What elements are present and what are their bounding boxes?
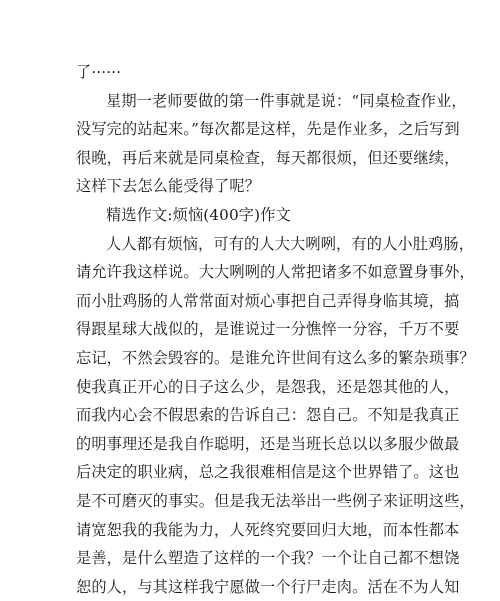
- text-line-9: 而小肚鸡肠的人常常面对烦心事把自己弄得身临其境，搞: [76, 291, 460, 310]
- text-line-15: 后决定的职业病，总之我很难相信是这个世界错了。这也: [76, 463, 460, 482]
- text-line-17: 请宽恕我的我能为力，人死终究要回归大地，而本性都本: [76, 520, 460, 539]
- text-line-4: 很晚，再后来就是同桌检查，每天都很烦，但还要继续，: [76, 148, 460, 167]
- text-line-12: 使我真正开心的日子这么少，是怨我，还是怨其他的人，: [76, 377, 460, 396]
- text-line-19: 恕的人，与其这样我宁愿做一个行尸走肉。活在不为人知: [76, 577, 460, 596]
- text-line-1: 了······: [76, 63, 122, 81]
- text-line-2: 星期一老师要做的第一件事就是说：“同桌检查作业，: [106, 91, 467, 110]
- text-line-13: 而我内心会不假思索的告诉自己：怨自己。不知是我真正: [76, 406, 460, 425]
- text-line-8: 请允许我这样说。大大咧咧的人常把诸多不如意置身事外，: [76, 263, 475, 282]
- text-line-11: 忘记，不然会毁容的。是谁允许世间有这么多的繁杂琐事？: [76, 348, 475, 367]
- section-title: 精选作文:烦恼(400字)作文: [106, 205, 291, 224]
- text-line-5: 这样下去怎么能受得了呢？: [76, 177, 261, 196]
- text-line-16: 是不可磨灭的事实。但是我无法举出一些例子来证明这些，: [76, 491, 475, 510]
- text-line-18: 是善，是什么塑造了这样的一个我？一个让自己都不想饶: [76, 549, 460, 568]
- text-line-3: 没写完的站起来。”每次都是这样，先是作业多，之后写到: [76, 120, 460, 139]
- document-page: [76, 58, 475, 601]
- text-line-10: 得跟星球大战似的，是谁说过一分憔悴一分容，千万不要: [76, 320, 460, 339]
- text-line-14: 的明事理还是我自作聪明，还是当班长总以以多服少做最: [76, 434, 460, 453]
- text-line-7: 人人都有烦恼，可有的人大大咧咧，有的人小肚鸡肠，: [106, 234, 475, 253]
